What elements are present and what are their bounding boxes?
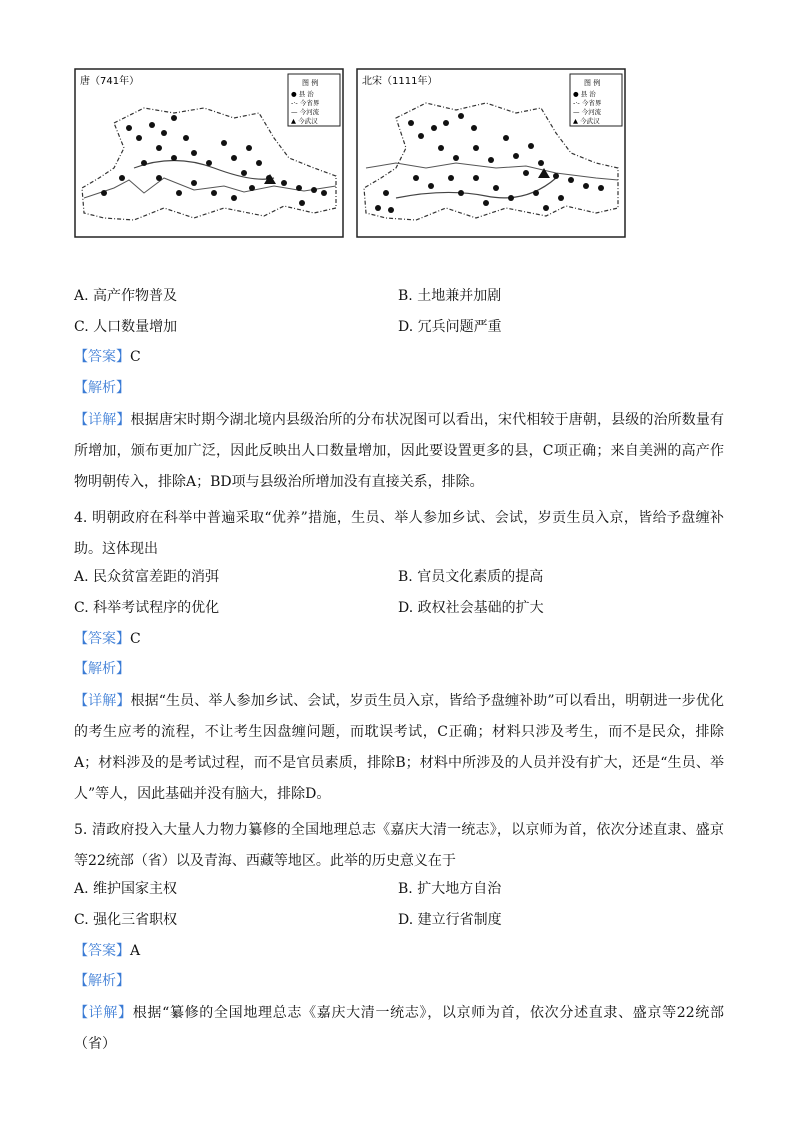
q4-option-b: B. 官员文化素质的提高: [398, 569, 544, 585]
tang-map-title: 唐（741年）: [80, 76, 140, 87]
q4-option-c: C. 科举考试程序的优化: [74, 600, 220, 616]
svg-text:图 例: 图 例: [302, 79, 319, 87]
song-map-title: 北宋（1111年）: [362, 76, 438, 87]
q3-detail: 【详解】根据唐宋时期今湖北境内县级治所的分布状况图可以看出，宋代相较于唐朝，县级的治所数量有所增加，颁布更加广泛，因此反映出人口数量增加，因此要设置更多的县，C项正确；来自美洲的高产作物明朝传入，排除A；BD项与县级治所增加没有直接关系，排除。: [74, 412, 725, 490]
svg-text:— 今河流: — 今河流: [291, 108, 320, 116]
svg-text:图 例: 图 例: [584, 79, 601, 87]
tang-map: [74, 68, 344, 238]
map-figure: [74, 68, 620, 240]
q5-option-a: A. 维护国家主权: [74, 881, 178, 897]
q5-answer: 【答案】A: [74, 943, 141, 959]
q3-option-b: B. 土地兼并加剧: [398, 288, 502, 304]
svg-text:-·- 今省界: -·- 今省界: [573, 99, 602, 107]
q3-analysis: 【解析】: [74, 380, 130, 396]
q4-option-a: A. 民众贫富差距的消弭: [74, 569, 220, 585]
q5-analysis: 【解析】: [74, 973, 130, 989]
q5-option-c: C. 强化三省职权: [74, 912, 178, 928]
tang-map-graphic: [74, 68, 344, 238]
svg-text:▲ 今武汉: ▲ 今武汉: [291, 117, 318, 125]
q3-option-d: D. 冗兵问题严重: [398, 319, 502, 335]
q5-stem: 5. 清政府投入大量人力物力纂修的全国地理总志《嘉庆大清一统志》，以京师为首，依次分述直隶、盛京等22统部（省）以及青海、西藏等地区。此举的历史意义在于: [74, 822, 724, 869]
song-map: [356, 68, 626, 238]
svg-text:● 县 治: ● 县 治: [573, 90, 596, 98]
svg-text:— 今河流: — 今河流: [573, 108, 602, 116]
song-map-graphic: [356, 68, 626, 238]
q3-option-c: C. 人口数量增加: [74, 319, 178, 335]
q4-detail: 【详解】根据“生员、举人参加乡试、会试，岁贡生员入京，皆给予盘缠补助”可以看出，明朝进一步优化的考生应考的流程，不让考生因盘缠问题，而耽误考试，C正确；材料只涉及考生，而不是民众，排除A；材料涉及的是考试过程，而不是官员素质，排除B；材料中所涉及的人员并没有扩大，还是“生员、举人”等人，因此基础并没有脑大，排除D。: [74, 693, 725, 802]
q3-answer: 【答案】C: [74, 349, 141, 365]
svg-text:-·- 今省界: -·- 今省界: [291, 99, 320, 107]
q3-option-a: A. 高产作物普及: [74, 288, 178, 304]
svg-text:▲ 今武汉: ▲ 今武汉: [573, 117, 600, 125]
q4-answer: 【答案】C: [74, 631, 141, 647]
q5-option-b: B. 扩大地方自治: [398, 881, 502, 897]
q4-stem: 4. 明朝政府在科举中普遍采取“优养”措施，生员、举人参加乡试、会试，岁贡生员入京，皆给予盘缠补助。这体现出: [74, 510, 724, 557]
q4-option-d: D. 政权社会基础的扩大: [398, 600, 544, 616]
q4-analysis: 【解析】: [74, 661, 130, 677]
svg-text:● 县 治: ● 县 治: [291, 90, 314, 98]
q5-detail: 【详解】根据“纂修的全国地理总志《嘉庆大清一统志》，以京师为首，依次分述直隶、盛京等22统部（省）: [74, 1005, 724, 1052]
q5-option-d: D. 建立行省制度: [398, 912, 502, 928]
